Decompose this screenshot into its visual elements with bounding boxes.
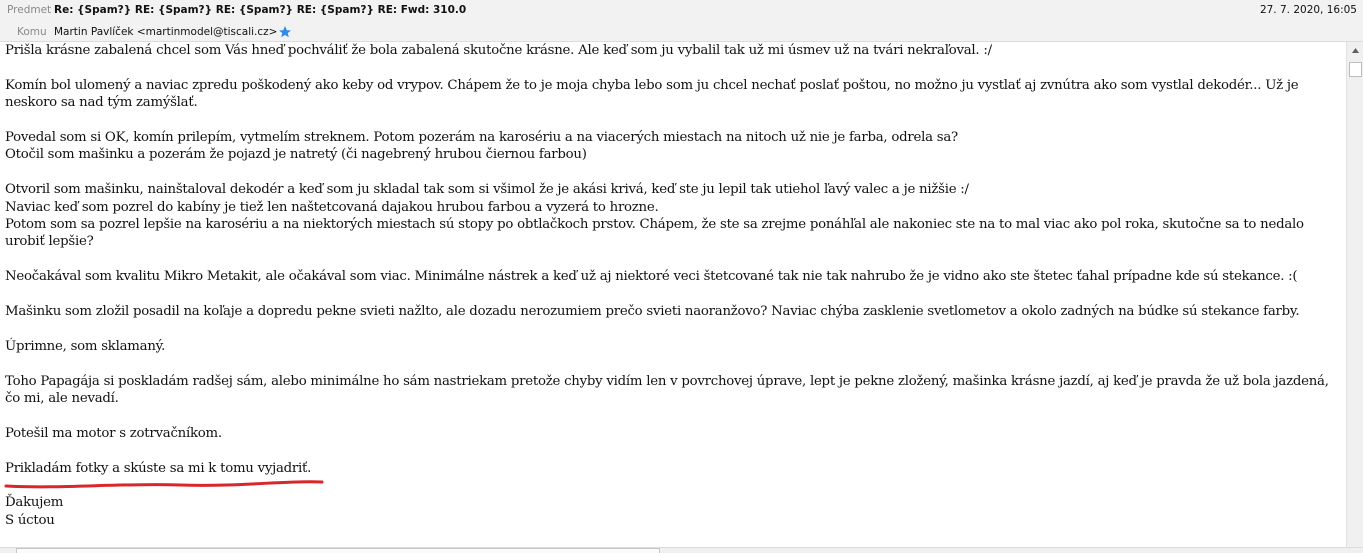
message-header	[0, 0, 1363, 42]
message-text	[5, 42, 1340, 529]
horizontal-scrollbar[interactable]	[0, 547, 1363, 553]
paragraph: Naviac keď som pozrel do kabíny je tiež len naštetcovaná dajakou hrubou farbou a vyzerá to hrozne.	[5, 199, 659, 215]
subject-text: Re: {Spam?} RE: {Spam?} RE: {Spam?} RE: {Spam?} RE: Fwd: 310.0	[54, 4, 467, 16]
paragraph: Potešil ma motor s zotrvačníkom.	[5, 425, 222, 441]
paragraph: Úprimne, som sklamaný.	[5, 338, 166, 354]
paragraph: Neočakával som kvalitu Mikro Metakit, ale očakával som viac. Minimálne nástrek a keď už aj niektoré veci štetcované tak nie tak nahrubo že je vidno ako ste štetec ťahal prípadne kde sú stekance. :(	[5, 269, 1298, 285]
message-date: 27. 7. 2020, 16:05	[1259, 4, 1357, 16]
star-icon[interactable]	[278, 23, 292, 41]
recipient-address[interactable]: Martin Pavlíček <martinmodel@tiscali.cz>	[54, 26, 278, 38]
paragraph: Povedal som si OK, komín prilepím, vytmelím streknem. Potom pozerám na karosériu a na viacerých miestach na nitoch už nie je farba, odrela sa?	[5, 130, 958, 145]
subject-label: Predmet	[7, 4, 52, 16]
closing-line: Ďakujem	[5, 495, 64, 511]
paragraph: Otočil som mašinku a pozerám že pojazd je natretý (či nagebrený hrubou čiernou farbou)	[5, 147, 587, 163]
paragraph: Potom som sa pozrel lepšie na karosériu a na niektorých miestach sú stopy po obtlačkoch prstov. Chápem, že ste sa zrejme ponáhľal ale nakoniec ste na to mal viac ako pol roka, skutočne sa to nedalo urobiť lepšie?	[5, 217, 1304, 250]
horizontal-scroll-thumb[interactable]	[16, 548, 660, 553]
scroll-up-arrow-icon[interactable]	[1347, 42, 1363, 59]
message-body	[0, 42, 1346, 547]
highlighted-paragraph: Prikladám fotky a skúste sa mi k tomu vyjadriť.	[5, 460, 312, 476]
closing-line: S úctou	[5, 512, 55, 528]
vertical-scrollbar[interactable]	[1346, 42, 1363, 547]
recipient-label: Komu	[17, 26, 47, 38]
paragraph: Otvoril som mašinku, nainštaloval dekodér a keď som ju skladal tak som si všimol že je akási krivá, keď ste ju lepil tak utiehol ľavý valec a je nižšie :/	[5, 182, 969, 198]
paragraph: Toho Papagája si poskladám radšej sám, alebo minimálne ho sám nastriekam pretože chyby vidím len v povrchovej úprave, lept je pekne zložený, mašinka krásne jazdí, aj keď je pravda že už bola jazdená, čo mi, ale nevadí.	[5, 373, 1329, 407]
paragraph: Komín bol ulomený a naviac zpredu poškodený ako keby od vrypov. Chápem že to je moja chyba lebo som ju chcel nechať poslať poštou, no možno ju vystlať aj zvnútra ako som vystlal dekodér... Už je neskoro sa nad tým zamýšlať.	[5, 77, 1299, 111]
vertical-scroll-thumb[interactable]	[1349, 62, 1362, 77]
paragraph: Mašinku som zložil posadil na koľaje a dopredu pekne svieti nažlto, ale dozadu nerozumiem prečo svieti naoranžovo? Naviac chýba zasklenie svetlometov a okolo zadných na búdke sú stekance farby.	[5, 304, 1300, 320]
paragraph: Prišla krásne zabalená chcel som Vás hneď pochváliť že bola zabalená skutočne krásne. Ale keď som ju vybalil tak už mi úsmev už na tvári nekraľoval. :/	[5, 43, 992, 58]
